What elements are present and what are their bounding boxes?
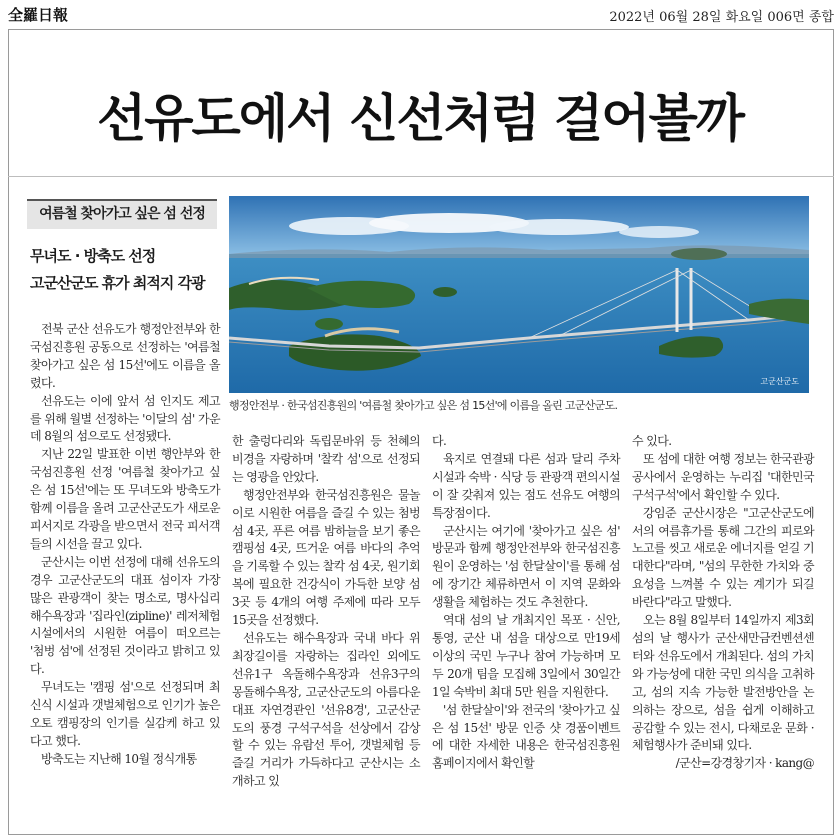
- subhead-line: 고군산군도 휴가 최적지 각광: [30, 274, 205, 292]
- paragraph: 지난 22일 발표한 이번 행안부와 한국섬진흥원 선정 '여름철 찾아가고 싶은 섬 15선'에는 또 무녀도와 방축도가 함께 이름을 올려 고군산군도가 새로운 피서지로 각광을 받으면서 전국 피서객들의 시선을 끌고 있다.: [30, 447, 220, 551]
- paragraph: 군산시는 이번 선정에 대해 선유도의 경우 고군산군도의 대표 섬이자 가장 많은 관광객이 찾는 명소로, 명사십리 해수욕장과 '집라인(zipline)' 레저체험시설에서의 시원한 여름이 떠오르는 '첨벙 섬'에 선정된 것이라고 밝히고 있다.: [30, 554, 220, 677]
- paragraph: 오는 8월 8일부터 14일까지 제3회 섬의 날 행사가 군산새만금컨벤션센터와 선유도에서 개최된다. 섬의 가치와 가능성에 대한 국민 의식을 고취하고, 섬의 지속 가능한 발전방안을 논의하는 장으로, 섬을 쉽게 이해하고 공감할 수 있는 전시, 다채로운 문화 · 체험행사가 준비돼 있다.: [632, 613, 814, 753]
- subhead-line: 무녀도 · 방축도 선정: [30, 247, 156, 265]
- headline: 선유도에서 신선처럼 걸어볼까: [97, 90, 743, 149]
- paragraph: 무녀도는 '캠핑 섬'으로 선정되며 최신식 시설과 갯벌체험으로 인기가 높은 오토 캠핑장의 인기를 실감케 하고 있다고 했다.: [30, 680, 220, 748]
- paragraph: '섬 한달살이'와 전국의 '찾아가고 싶은 섬 15선' 방문 인증 샷 경품이벤트에 대한 자세한 내용은 한국섬진흥원 홈페이지에서 확인할: [432, 702, 620, 771]
- paragraph: 강임준 군산시장은 "고군산군도에서의 여름휴가를 통해 그간의 피로와 노고를 씻고 새로운 에너지를 얻길 기대한다"라며, "섬의 무한한 가치와 중요성을 느껴볼 수 있는 계기가 되길 바란다"라고 말했다.: [632, 505, 814, 610]
- paragraph: 방축도는 지난해 10월 정식개통: [41, 751, 197, 766]
- byline: /군산=강경창기자 · kang@: [675, 756, 814, 771]
- paragraph: 육지로 연결돼 다른 섬과 달리 주차시설과 숙박 · 식당 등 관광객 편의시설이 잘 갖춰져 있는 점도 선유도 여행의 특장점이다.: [432, 451, 620, 520]
- article-column-4: [632, 433, 814, 773]
- divider: [8, 176, 834, 177]
- paragraph: 한 출렁다리와 독립문바위 등 천혜의 비경을 자랑하며 '찰칵 섬'으로 선정되는 영광을 안았다.: [232, 434, 420, 484]
- article-column-3: [432, 433, 620, 773]
- paragraph: 또 섬에 대한 여행 정보는 한국관광공사에서 운영하는 누리집 '대한민국 구석구석'에서 확인할 수 있다.: [632, 451, 814, 502]
- kicker: 여름철 찾아가고 싶은 섬 선정: [27, 199, 217, 229]
- paragraph: 역대 섬의 날 개최지인 목포 · 신안, 통영, 군산 내 섬을 대상으로 만19세 이상의 국민 누구나 참여 가능하며 모두 20개 팀을 모집해 3일에서 30일간 1일 숙박비 최대 5만 원을 지원한다.: [432, 613, 620, 699]
- photo-caption: 행정안전부 · 한국섬진흥원의 '여름철 찾아가고 싶은 섬 15선'에 이름을 올린 고군산군도.: [229, 399, 618, 412]
- article-column-2: [232, 433, 420, 791]
- paragraph: 선유도는 이에 앞서 섬 인지도 제고를 위해 월별 선정하는 '이달의 섬' 가운데 8월의 섬으로도 선정됐다.: [30, 393, 220, 444]
- subheadings: [30, 243, 230, 297]
- masthead: [8, 4, 834, 26]
- paragraph: 선유도는 해수욕장과 국내 바다 위 최장길이를 자랑하는 집라인 외에도 선유1구 옥돌해수욕장과 선유3구의 몽돌해수욕장, 고군산군도의 아름다운 대표 자연경관인 '선유8경', 고군산군도의 풍경 구석구석을 선상에서 감상할 수 있는 유람선 투어, 갯벌체험 등 즐길 거리가 가득하다고 군산시는 소개하고 있: [232, 630, 420, 789]
- dateline: 2022년 06월 28일 화요일 006면 종합: [609, 10, 834, 25]
- paragraph: 다.: [432, 434, 447, 448]
- paragraph: 행정안전부와 한국섬진흥원은 물놀이로 시원한 여름을 즐길 수 있는 첨벙 섬 4곳, 푸른 여름 밤하늘을 보기 좋은 캠핑섬 4곳, 뜨거운 여름 바다의 추억을 기록할 수 있는 찰칵 섬 4곳, 원기회복에 필요한 건강식이 가득한 보양 섬 3곳 등 4개의 여행 주제에 따라 모두 15곳을 선정했다.: [232, 487, 420, 628]
- photo-credit: 고군산군도: [760, 377, 799, 386]
- paragraph: 군산시는 여기에 '찾아가고 싶은 섬' 방문과 함께 행정안전부와 한국섬진흥원이 운영하는 '섬 한달살이'를 통해 섬에 장기간 체류하면서 이 지역 문화와 생활을 체험하는 것도 추천한다.: [432, 523, 620, 610]
- newspaper-logo: 全羅日報: [8, 6, 69, 24]
- island-aerial-illustration: [229, 196, 809, 393]
- paragraph: 수 있다.: [632, 434, 672, 448]
- article-column-1: [30, 321, 220, 769]
- paragraph: 전북 군산 선유도가 행정안전부와 한국섬진흥원 공동으로 선정하는 '여름철 찾아가고 싶은 섬 15선'에도 이름을 올렸다.: [30, 322, 220, 390]
- article-photo: [229, 196, 809, 393]
